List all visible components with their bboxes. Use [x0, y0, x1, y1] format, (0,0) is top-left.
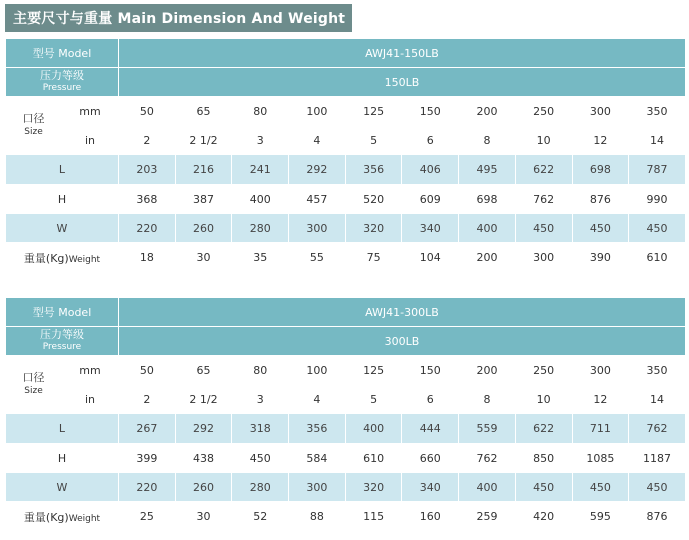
l-cell: 622 — [515, 414, 572, 444]
in-cell: 2 1/2 — [175, 385, 232, 414]
in-cell: 4 — [289, 385, 346, 414]
in-cell: 5 — [345, 385, 402, 414]
l-cell: 400 — [345, 414, 402, 444]
pressure-label-en: Pressure — [42, 83, 82, 93]
w-cell: 340 — [402, 214, 459, 243]
mm-cell: 250 — [515, 97, 572, 126]
w-cell: 260 — [175, 214, 232, 243]
w-cell: 340 — [402, 473, 459, 502]
weight-cell: 115 — [345, 502, 402, 532]
weight-cell: 18 — [119, 243, 176, 273]
mm-cell: 150 — [402, 97, 459, 126]
l-cell: 356 — [345, 155, 402, 185]
in-cell: 2 — [119, 126, 176, 155]
weight-label — [6, 243, 119, 273]
w-cell: 280 — [232, 473, 289, 502]
w-cell: 450 — [629, 473, 686, 502]
h-cell: 660 — [402, 444, 459, 473]
weight-label-cn: 重量(Kg) — [23, 510, 69, 524]
l-cell: 203 — [119, 155, 176, 185]
pressure-value: 150LB — [119, 68, 686, 97]
weight-cell: 75 — [345, 243, 402, 273]
mm-cell: 100 — [289, 97, 346, 126]
in-cell: 14 — [629, 385, 686, 414]
h-cell: 609 — [402, 185, 459, 214]
in-cell: 8 — [459, 385, 516, 414]
mm-label: mm — [62, 356, 119, 385]
l-cell: 495 — [459, 155, 516, 185]
in-cell: 14 — [629, 126, 686, 155]
w-label: W — [6, 214, 119, 243]
mm-cell: 50 — [119, 97, 176, 126]
weight-cell: 200 — [459, 243, 516, 273]
weight-label — [6, 502, 119, 532]
model-label: 型号 Model — [6, 39, 119, 68]
size-label — [6, 97, 62, 155]
w-cell: 300 — [289, 473, 346, 502]
in-cell: 10 — [515, 126, 572, 155]
h-cell: 990 — [629, 185, 686, 214]
l-cell: 318 — [232, 414, 289, 444]
pressure-label — [6, 68, 119, 97]
weight-cell: 52 — [232, 502, 289, 532]
size-label-en: Size — [24, 386, 43, 396]
l-cell: 698 — [572, 155, 629, 185]
l-cell: 292 — [289, 155, 346, 185]
l-cell: 356 — [289, 414, 346, 444]
model-label: 型号 Model — [6, 298, 119, 327]
l-cell: 559 — [459, 414, 516, 444]
mm-cell: 250 — [515, 356, 572, 385]
w-cell: 220 — [119, 214, 176, 243]
h-label: H — [6, 444, 119, 473]
weight-cell: 160 — [402, 502, 459, 532]
weight-label-cn: 重量(Kg) — [23, 251, 69, 265]
l-cell: 762 — [629, 414, 686, 444]
h-cell: 762 — [515, 185, 572, 214]
h-cell: 1085 — [572, 444, 629, 473]
weight-cell: 88 — [289, 502, 346, 532]
l-cell: 216 — [175, 155, 232, 185]
h-cell: 438 — [175, 444, 232, 473]
mm-cell: 125 — [345, 97, 402, 126]
dimension-table-150lb — [5, 38, 686, 273]
l-cell: 292 — [175, 414, 232, 444]
w-cell: 450 — [572, 473, 629, 502]
weight-cell: 876 — [629, 502, 686, 532]
mm-cell: 65 — [175, 356, 232, 385]
l-cell: 267 — [119, 414, 176, 444]
h-cell: 698 — [459, 185, 516, 214]
mm-cell: 80 — [232, 97, 289, 126]
in-cell: 8 — [459, 126, 516, 155]
weight-cell: 300 — [515, 243, 572, 273]
l-label: L — [6, 414, 119, 444]
weight-cell: 35 — [232, 243, 289, 273]
in-cell: 6 — [402, 126, 459, 155]
h-cell: 1187 — [629, 444, 686, 473]
size-label-en: Size — [24, 127, 43, 137]
in-cell: 10 — [515, 385, 572, 414]
mm-cell: 300 — [572, 97, 629, 126]
l-cell: 406 — [402, 155, 459, 185]
mm-cell: 300 — [572, 356, 629, 385]
w-cell: 450 — [572, 214, 629, 243]
l-cell: 711 — [572, 414, 629, 444]
h-cell: 450 — [232, 444, 289, 473]
in-cell: 12 — [572, 385, 629, 414]
h-cell: 610 — [345, 444, 402, 473]
weight-cell: 25 — [119, 502, 176, 532]
mm-cell: 350 — [629, 356, 686, 385]
pressure-label-en: Pressure — [42, 342, 82, 352]
mm-cell: 65 — [175, 97, 232, 126]
in-cell: 12 — [572, 126, 629, 155]
model-value: AWJ41-150LB — [119, 39, 686, 68]
pressure-value: 300LB — [119, 327, 686, 356]
h-cell: 400 — [232, 185, 289, 214]
weight-cell: 595 — [572, 502, 629, 532]
h-cell: 520 — [345, 185, 402, 214]
weight-label-en: Weight — [68, 513, 101, 524]
weight-cell: 30 — [175, 243, 232, 273]
weight-cell: 390 — [572, 243, 629, 273]
h-label: H — [6, 185, 119, 214]
h-cell: 584 — [289, 444, 346, 473]
w-cell: 400 — [459, 214, 516, 243]
w-cell: 320 — [345, 214, 402, 243]
w-label: W — [6, 473, 119, 502]
in-cell: 3 — [232, 126, 289, 155]
weight-cell: 610 — [629, 243, 686, 273]
w-cell: 280 — [232, 214, 289, 243]
in-cell: 6 — [402, 385, 459, 414]
w-cell: 260 — [175, 473, 232, 502]
in-label: in — [62, 126, 119, 155]
pressure-label — [6, 327, 119, 356]
model-value: AWJ41-300LB — [119, 298, 686, 327]
dimension-table-300lb — [5, 297, 686, 532]
weight-cell: 55 — [289, 243, 346, 273]
size-label-cn: 口径 — [22, 371, 45, 384]
w-cell: 320 — [345, 473, 402, 502]
in-cell: 2 — [119, 385, 176, 414]
h-cell: 876 — [572, 185, 629, 214]
in-label: in — [62, 385, 119, 414]
h-cell: 850 — [515, 444, 572, 473]
mm-cell: 150 — [402, 356, 459, 385]
weight-cell: 259 — [459, 502, 516, 532]
w-cell: 450 — [515, 473, 572, 502]
mm-cell: 350 — [629, 97, 686, 126]
w-cell: 450 — [629, 214, 686, 243]
mm-cell: 80 — [232, 356, 289, 385]
mm-cell: 100 — [289, 356, 346, 385]
mm-label: mm — [62, 97, 119, 126]
w-cell: 220 — [119, 473, 176, 502]
h-cell: 457 — [289, 185, 346, 214]
l-cell: 444 — [402, 414, 459, 444]
w-cell: 450 — [515, 214, 572, 243]
h-cell: 368 — [119, 185, 176, 214]
mm-cell: 200 — [459, 97, 516, 126]
size-label — [6, 356, 62, 414]
w-cell: 400 — [459, 473, 516, 502]
in-cell: 4 — [289, 126, 346, 155]
mm-cell: 200 — [459, 356, 516, 385]
weight-label-en: Weight — [68, 254, 101, 265]
l-cell: 241 — [232, 155, 289, 185]
h-cell: 399 — [119, 444, 176, 473]
size-label-cn: 口径 — [22, 112, 45, 125]
in-cell: 2 1/2 — [175, 126, 232, 155]
l-label: L — [6, 155, 119, 185]
l-cell: 622 — [515, 155, 572, 185]
mm-cell: 125 — [345, 356, 402, 385]
weight-cell: 420 — [515, 502, 572, 532]
h-cell: 387 — [175, 185, 232, 214]
l-cell: 787 — [629, 155, 686, 185]
mm-cell: 50 — [119, 356, 176, 385]
w-cell: 300 — [289, 214, 346, 243]
in-cell: 3 — [232, 385, 289, 414]
pressure-label-cn: 压力等级 — [40, 69, 84, 82]
in-cell: 5 — [345, 126, 402, 155]
h-cell: 762 — [459, 444, 516, 473]
page-title: 主要尺寸与重量 Main Dimension And Weight — [5, 4, 352, 32]
pressure-label-cn: 压力等级 — [40, 328, 84, 341]
weight-cell: 30 — [175, 502, 232, 532]
weight-cell: 104 — [402, 243, 459, 273]
